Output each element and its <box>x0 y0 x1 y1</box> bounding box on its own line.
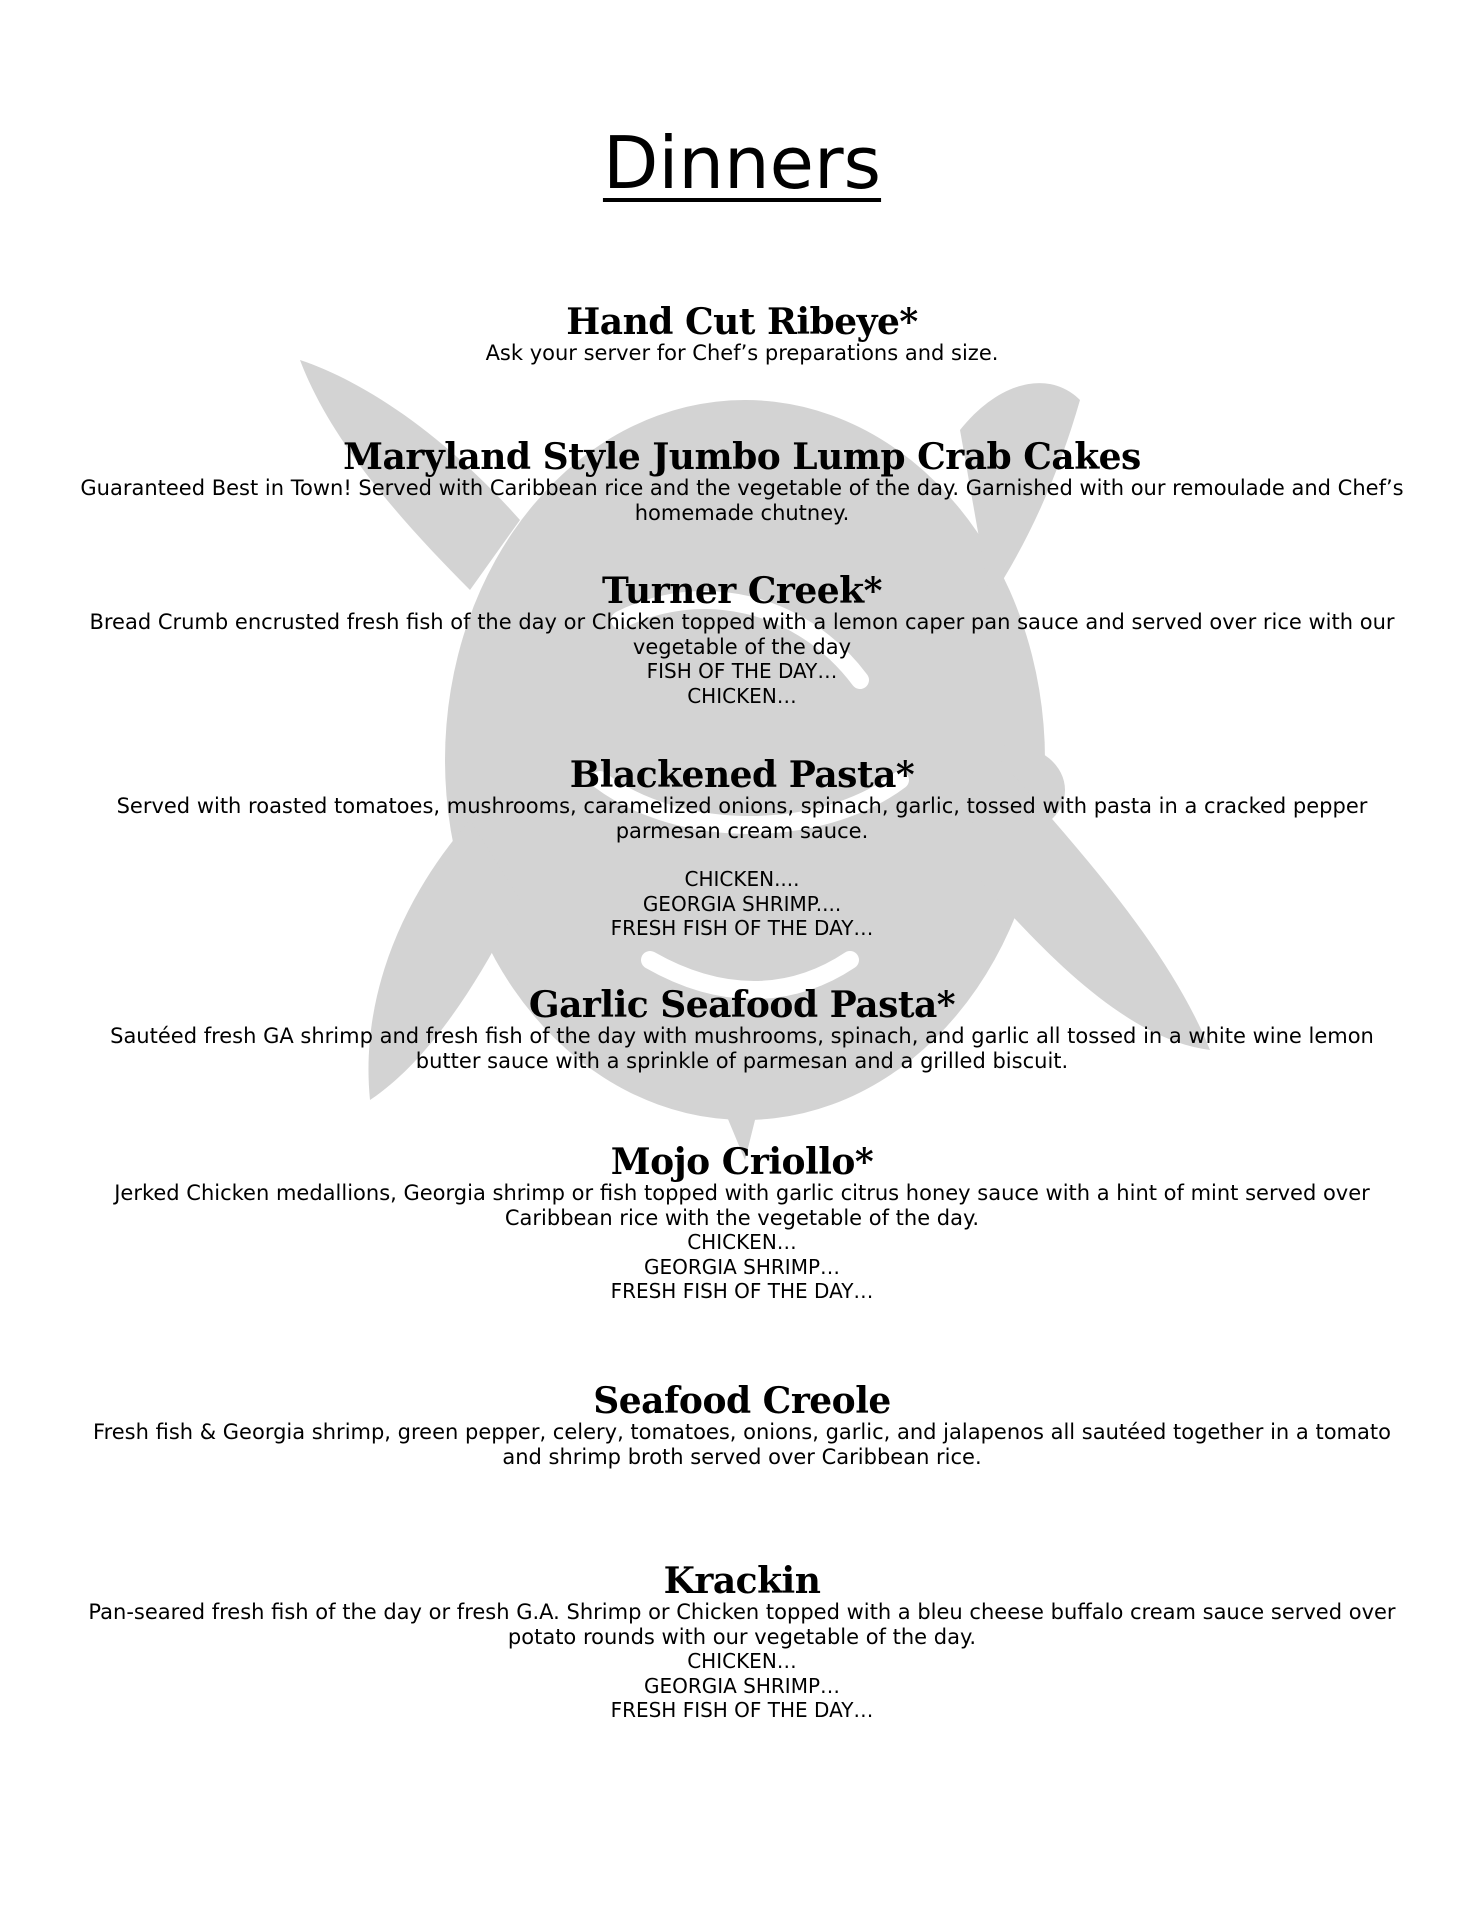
menu-item-title: Hand Cut Ribeye* <box>566 301 918 343</box>
menu-item-option: CHICKEN… <box>687 683 797 708</box>
menu-item-title: Blackened Pasta* <box>569 754 915 796</box>
menu-item <box>80 986 1404 1073</box>
menu-item-option: CHICKEN… <box>687 1649 797 1673</box>
menu-item-options <box>80 1649 1404 1723</box>
menu-item-description: Sautéed fresh GA shrimp and fresh fish of the day with mushrooms, spinach, and garlic all tossed in a white wine lemon butter sauce with a sprinkle of parmesan and a grilled biscuit. <box>110 1024 1374 1073</box>
menu-item <box>80 303 1404 366</box>
menu-item-options <box>80 843 1404 941</box>
menu-item-option: GEORGIA SHRIMP… <box>643 1673 841 1698</box>
menu-item <box>80 572 1404 708</box>
menu-item-title: Mojo Criollo* <box>610 1141 874 1183</box>
menu-item-description: Fresh fish & Georgia shrimp, green pepper, celery, tomatoes, onions, garlic, and jalapenos all sautéed together in a tomato and shrimp broth served over Caribbean rice. <box>93 1420 1391 1469</box>
menu-item-title: Seafood Creole <box>593 1380 891 1422</box>
menu-item-option: FRESH FISH OF THE DAY… <box>610 1698 874 1722</box>
menu-item <box>80 438 1404 525</box>
menu-item-options <box>80 659 1404 708</box>
menu-item-description: Pan-seared fresh fish of the day or fresh G.A. Shrimp or Chicken topped with a bleu cheese buffalo cream sauce served over potato rounds with our vegetable of the day. <box>88 1600 1396 1649</box>
menu-item-description: Guaranteed Best in Town! Served with Caribbean rice and the vegetable of the day. Garnished with our remoulade and Chef’s homemade chutney. <box>80 476 1404 525</box>
page-title: Dinners <box>602 121 882 205</box>
menu-item-title: Krackin <box>663 1560 821 1602</box>
menu-item <box>80 1562 1404 1723</box>
menu-item <box>80 756 1404 941</box>
menu-item-option: FISH OF THE DAY… <box>646 659 838 683</box>
menu-item-description: Ask your server for Chef’s preparations and size. <box>485 341 999 365</box>
menu-item-title: Maryland Style Jumbo Lump Crab Cakes <box>343 436 1141 478</box>
menu-item-description: Bread Crumb encrusted fresh fish of the day or Chicken topped with a lemon caper pan sauce and served over rice with our vegetable of the day <box>89 610 1395 659</box>
menu-item-title: Garlic Seafood Pasta* <box>528 984 956 1026</box>
menu-item-description: Served with roasted tomatoes, mushrooms, caramelized onions, spinach, garlic, tossed with pasta in a cracked pepper parmesan cream sauce. <box>116 794 1368 843</box>
menu-item-description: Jerked Chicken medallions, Georgia shrimp or fish topped with garlic citrus honey sauce with a hint of mint served over Caribbean rice with the vegetable of the day. <box>114 1181 1370 1230</box>
menu-item-option: FRESH FISH OF THE DAY… <box>610 916 874 940</box>
menu-item-option: GEORGIA SHRIMP… <box>643 1254 841 1279</box>
menu-item-options <box>80 1230 1404 1304</box>
menu-item-option: GEORGIA SHRIMP.... <box>642 891 842 916</box>
menu-item <box>80 1143 1404 1304</box>
menu-item-option: CHICKEN… <box>687 1230 797 1254</box>
menu-item-option: CHICKEN.... <box>684 867 800 891</box>
menu-item-option: FRESH FISH OF THE DAY… <box>610 1279 874 1303</box>
menu-item <box>80 1382 1404 1469</box>
menu-item-title: Turner Creek* <box>602 570 882 612</box>
